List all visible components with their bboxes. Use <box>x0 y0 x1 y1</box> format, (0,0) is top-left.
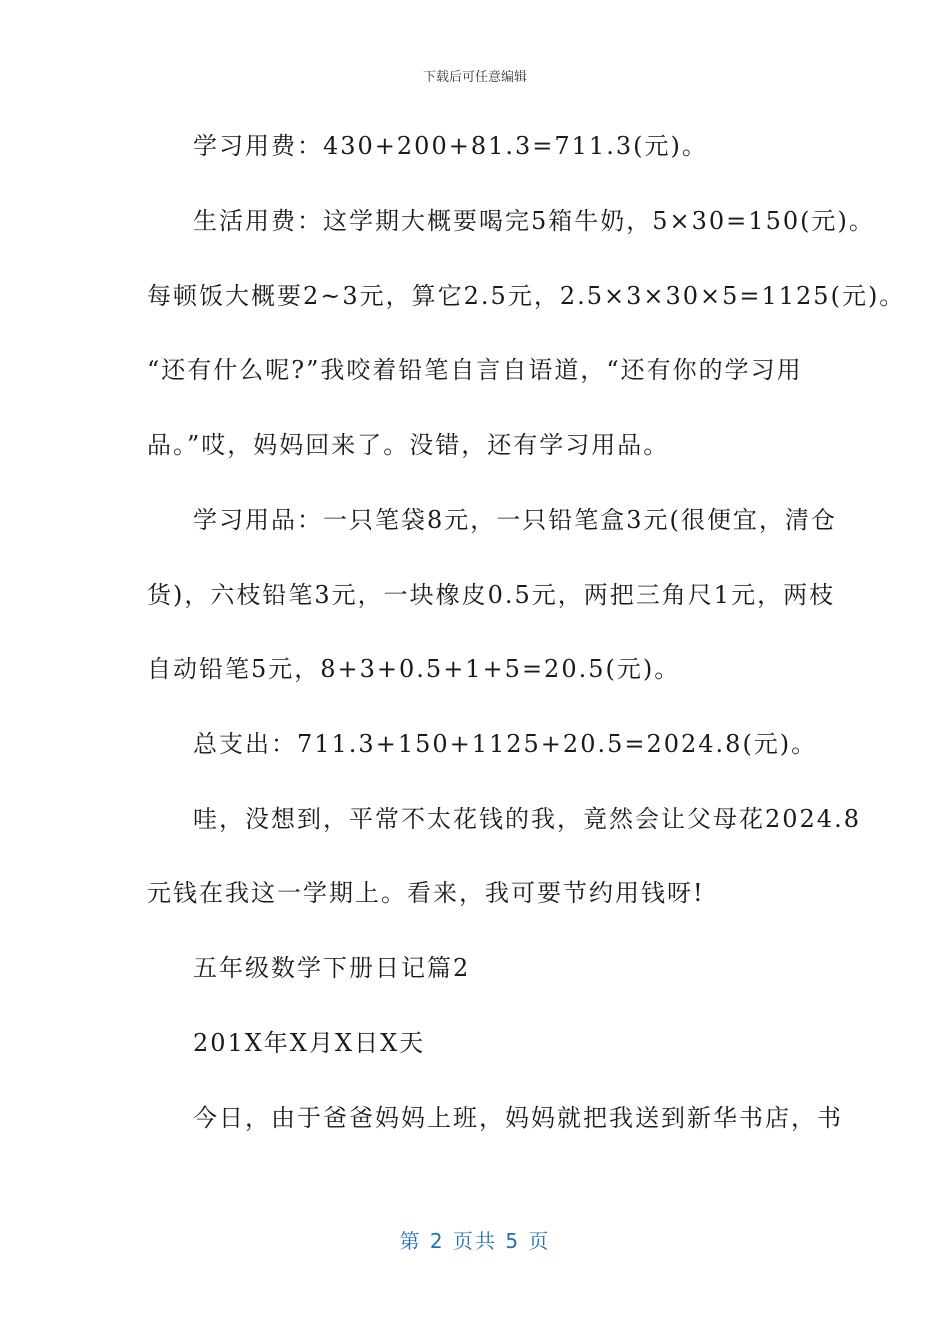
paragraph-line: 品。”哎，妈妈回来了。没错，还有学习用品。 <box>147 431 670 459</box>
paragraph-line: 学习用费：430+200+81.3=711.3(元)。 <box>193 132 708 160</box>
paragraph-line: 每顿饭大概要2~3元，算它2.5元，2.5×3×30×5=1125(元)。 <box>147 282 906 310</box>
paragraph-line: 总支出：711.3+150+1125+20.5=2024.8(元)。 <box>193 730 818 758</box>
paragraph-line: 今日，由于爸爸妈妈上班，妈妈就把我送到新华书店，书 <box>193 1104 843 1132</box>
paragraph-line: 货)，六枝铅笔3元，一块橡皮0.5元，两把三角尺1元，两枝 <box>147 581 836 609</box>
paragraph-line: 哇，没想到，平常不太花钱的我，竟然会让父母花2024.8 <box>193 805 861 833</box>
paragraph-line: 元钱在我这一学期上。看来，我可要节约用钱呀! <box>147 879 705 907</box>
paragraph-line: 学习用品：一只笔袋8元，一只铅笔盒3元(很便宜，清仓 <box>193 506 837 534</box>
page-header: 下载后可任意编辑 <box>422 70 527 85</box>
section-heading: 五年级数学下册日记篇2 <box>193 954 471 982</box>
page-number-label: 第 2 页共 5 页 <box>399 1229 551 1253</box>
date-line: 201X年X月X日X天 <box>193 1029 426 1057</box>
paragraph-line: 自动铅笔5元，8+3+0.5+1+5=20.5(元)。 <box>147 655 681 683</box>
page-footer <box>0 1225 950 1254</box>
paragraph-line: 生活用费：这学期大概要喝完5箱牛奶，5×30=150(元)。 <box>193 207 875 235</box>
paragraph-line: “还有什么呢?”我咬着铅笔自言自语道，“还有你的学习用 <box>147 356 803 384</box>
